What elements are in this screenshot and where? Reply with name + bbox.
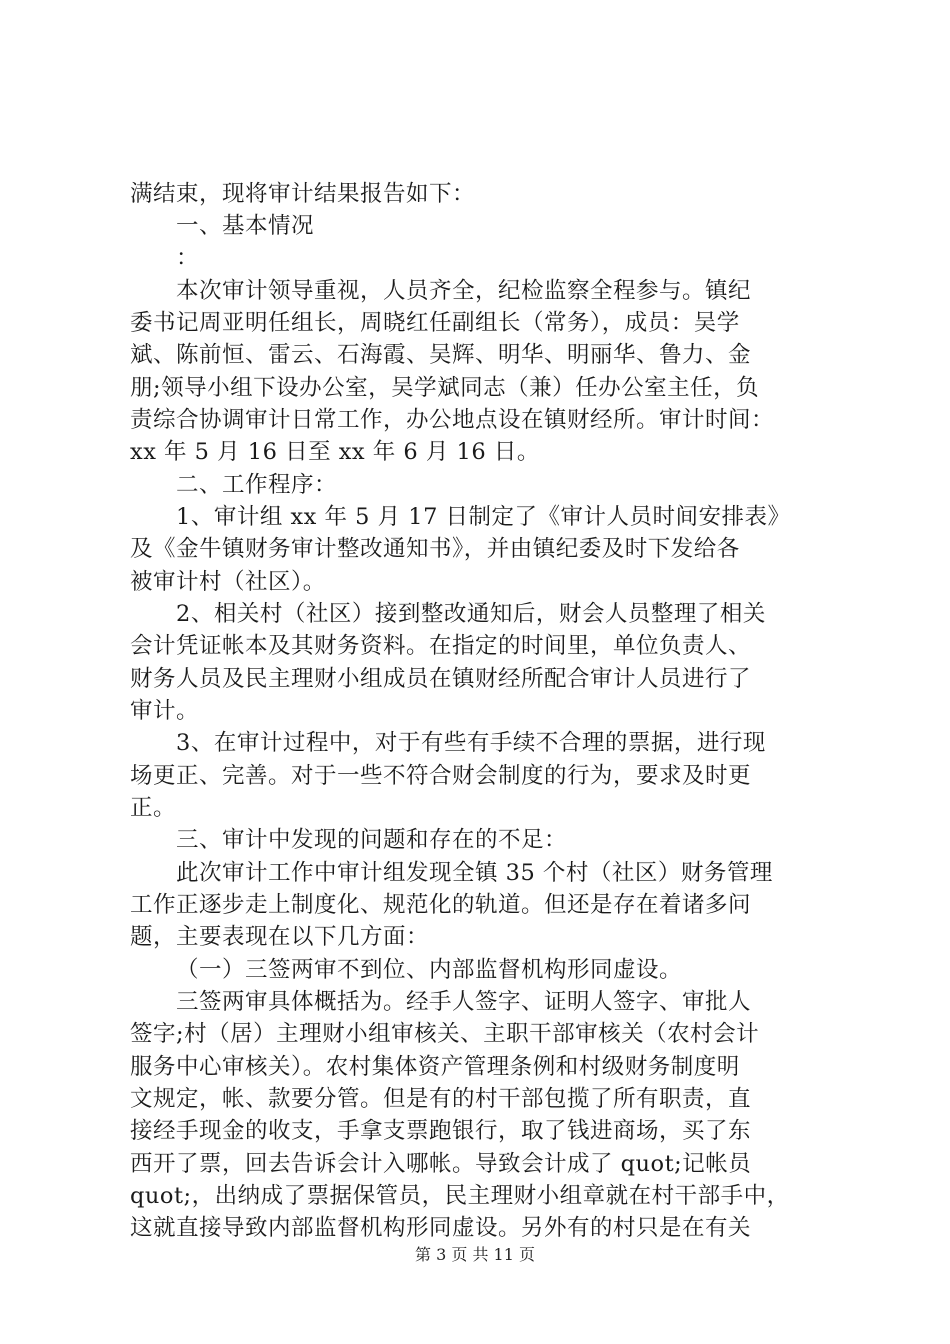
text-line: 审计。 bbox=[130, 698, 200, 724]
section-heading: 一、基本情况 bbox=[176, 213, 315, 239]
text-line: 正。 bbox=[130, 795, 177, 821]
text-line: 会计凭证帐本及其财务资料。在指定的时间里，单位负责人、 bbox=[130, 633, 752, 659]
text-line: 财务人员及民主理财小组成员在镇财经所配合审计人员进行了 bbox=[130, 666, 752, 692]
text-line: 2、相关村（社区）接到整改通知后，财会人员整理了相关 bbox=[176, 601, 766, 627]
text-line: 满结束，现将审计结果报告如下： bbox=[130, 181, 476, 207]
text-line: 接经手现金的收支，手拿支票跑银行，取了钱进商场，买了东 bbox=[130, 1118, 752, 1144]
section-heading: 二、工作程序： bbox=[176, 472, 338, 498]
text-line: 被审计村（社区）。 bbox=[130, 569, 326, 595]
text-line: 及《金牛镇财务审计整改通知书》，并由镇纪委及时下发给各 bbox=[130, 536, 740, 562]
text-line: 此次审计工作中审计组发现全镇 35 个村（社区）财务管理 bbox=[176, 860, 773, 886]
subsection-heading: （一）三签两审不到位、内部监督机构形同虚设。 bbox=[176, 957, 683, 983]
text-line: 工作正逐步走上制度化、规范化的轨道。但还是存在着诸多问 bbox=[130, 892, 752, 918]
text-line: 这就直接导致内部监督机构形同虚设。另外有的村只是在有关 bbox=[130, 1215, 752, 1241]
text-line: 1、审计组 xx 年 5 月 17 日制定了《审计人员时间安排表》 bbox=[176, 504, 791, 530]
text-line: quot;，出纳成了票据保管员，民主理财小组章就在村干部手中， bbox=[130, 1183, 790, 1209]
text-line: 三签两审具体概括为。经手人签字、证明人签字、审批人 bbox=[176, 989, 752, 1015]
text-line: 斌、陈前恒、雷云、石海霞、吴辉、明华、明丽华、鲁力、金 bbox=[130, 342, 752, 368]
text-line: 西开了票，回去告诉会计入哪帐。导致会计成了 quot;记帐员 bbox=[130, 1151, 752, 1177]
text-line: ： bbox=[176, 245, 200, 271]
section-heading: 三、审计中发现的问题和存在的不足： bbox=[176, 827, 568, 853]
text-line: 3、在审计过程中，对于有些有手续不合理的票据，进行现 bbox=[176, 730, 766, 756]
text-line: xx 年 5 月 16 日至 xx 年 6 月 16 日。 bbox=[130, 439, 540, 465]
text-line: 文规定，帐、款要分管。但是有的村干部包揽了所有职责，直 bbox=[130, 1086, 752, 1112]
text-line: 本次审计领导重视，人员齐全，纪检监察全程参与。镇纪 bbox=[176, 278, 752, 304]
text-line: 服务中心审核关）。农村集体资产管理条例和村级财务制度明 bbox=[130, 1054, 740, 1080]
text-line: 朋;领导小组下设办公室，吴学斌同志（兼）任办公室主任，负 bbox=[130, 375, 760, 401]
page-number-footer: 第 3 页 共 11 页 bbox=[415, 1245, 535, 1264]
text-line: 题，主要表现在以下几方面： bbox=[130, 924, 430, 950]
text-line: 场更正、完善。对于一些不符合财会制度的行为，要求及时更 bbox=[130, 763, 752, 789]
text-line: 签字;村（居）主理财小组审核关、主职干部审核关（农村会计 bbox=[130, 1021, 760, 1047]
text-line: 责综合协调审计日常工作，办公地点设在镇财经所。审计时间： bbox=[130, 407, 775, 433]
text-line: 委书记周亚明任组长，周晓红任副组长（常务），成员：吴学 bbox=[130, 310, 740, 336]
